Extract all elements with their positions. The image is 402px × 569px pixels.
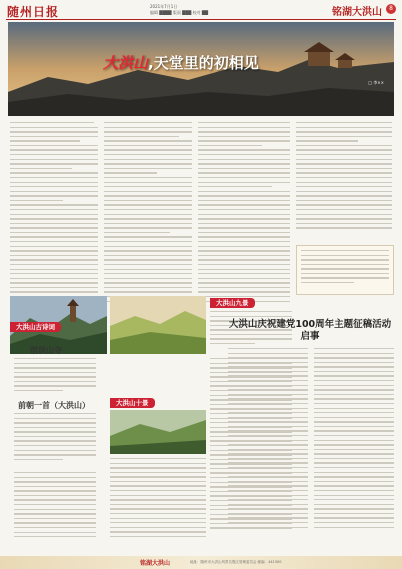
poem-text-2 — [14, 413, 96, 469]
page-footer — [0, 556, 402, 569]
ten-scenes-photo — [110, 410, 206, 454]
poem-title-1: 宿洪山寺 — [30, 346, 62, 355]
event-column-1 — [228, 348, 308, 550]
poetry-tag: 大洪山古诗词 — [10, 322, 61, 332]
footer-logo: 铭湖大洪山 — [140, 560, 171, 567]
section-title: 铭湖大洪山 — [332, 7, 382, 18]
hero-title-rest: ,天堂里的初相见 — [148, 54, 259, 72]
poetry-footer-text — [14, 472, 96, 550]
page-number: 8 — [386, 4, 396, 14]
issue-date: 2021年7月1日 — [150, 4, 178, 9]
event-column-2 — [314, 348, 394, 550]
pull-quote-box — [296, 245, 394, 295]
hero-title — [103, 52, 259, 73]
header-rule — [6, 19, 396, 20]
hero-title-highlight: 大洪山 — [103, 54, 149, 72]
article-column-4 — [296, 122, 392, 242]
hero-byline: □ 李×× — [368, 80, 384, 85]
poem-title-2: 前朝一首（大洪山） — [18, 401, 90, 410]
ten-scenes-text-a — [110, 458, 206, 550]
article-column-2 — [104, 122, 192, 318]
newspaper-masthead: 随州日报 — [7, 5, 60, 19]
article-column-1 — [10, 122, 98, 318]
hero-photo — [8, 22, 394, 116]
article-column-3 — [198, 122, 290, 318]
ten-scenes-tag: 大洪山十景 — [110, 398, 155, 408]
footer-address: 地址：随州市大洪山风景名胜区管理委员会 邮编：441300 — [190, 560, 282, 564]
nine-scenes-tag: 大洪山九景 — [210, 298, 255, 308]
scenic-photo-mid — [110, 296, 206, 354]
poem-text-1 — [14, 358, 96, 398]
editor-credits: 编辑 ████ 版面 ███ 校对 ██ — [150, 10, 209, 15]
event-title: 大洪山庆祝建党100周年主题征稿活动启事 — [228, 319, 392, 342]
